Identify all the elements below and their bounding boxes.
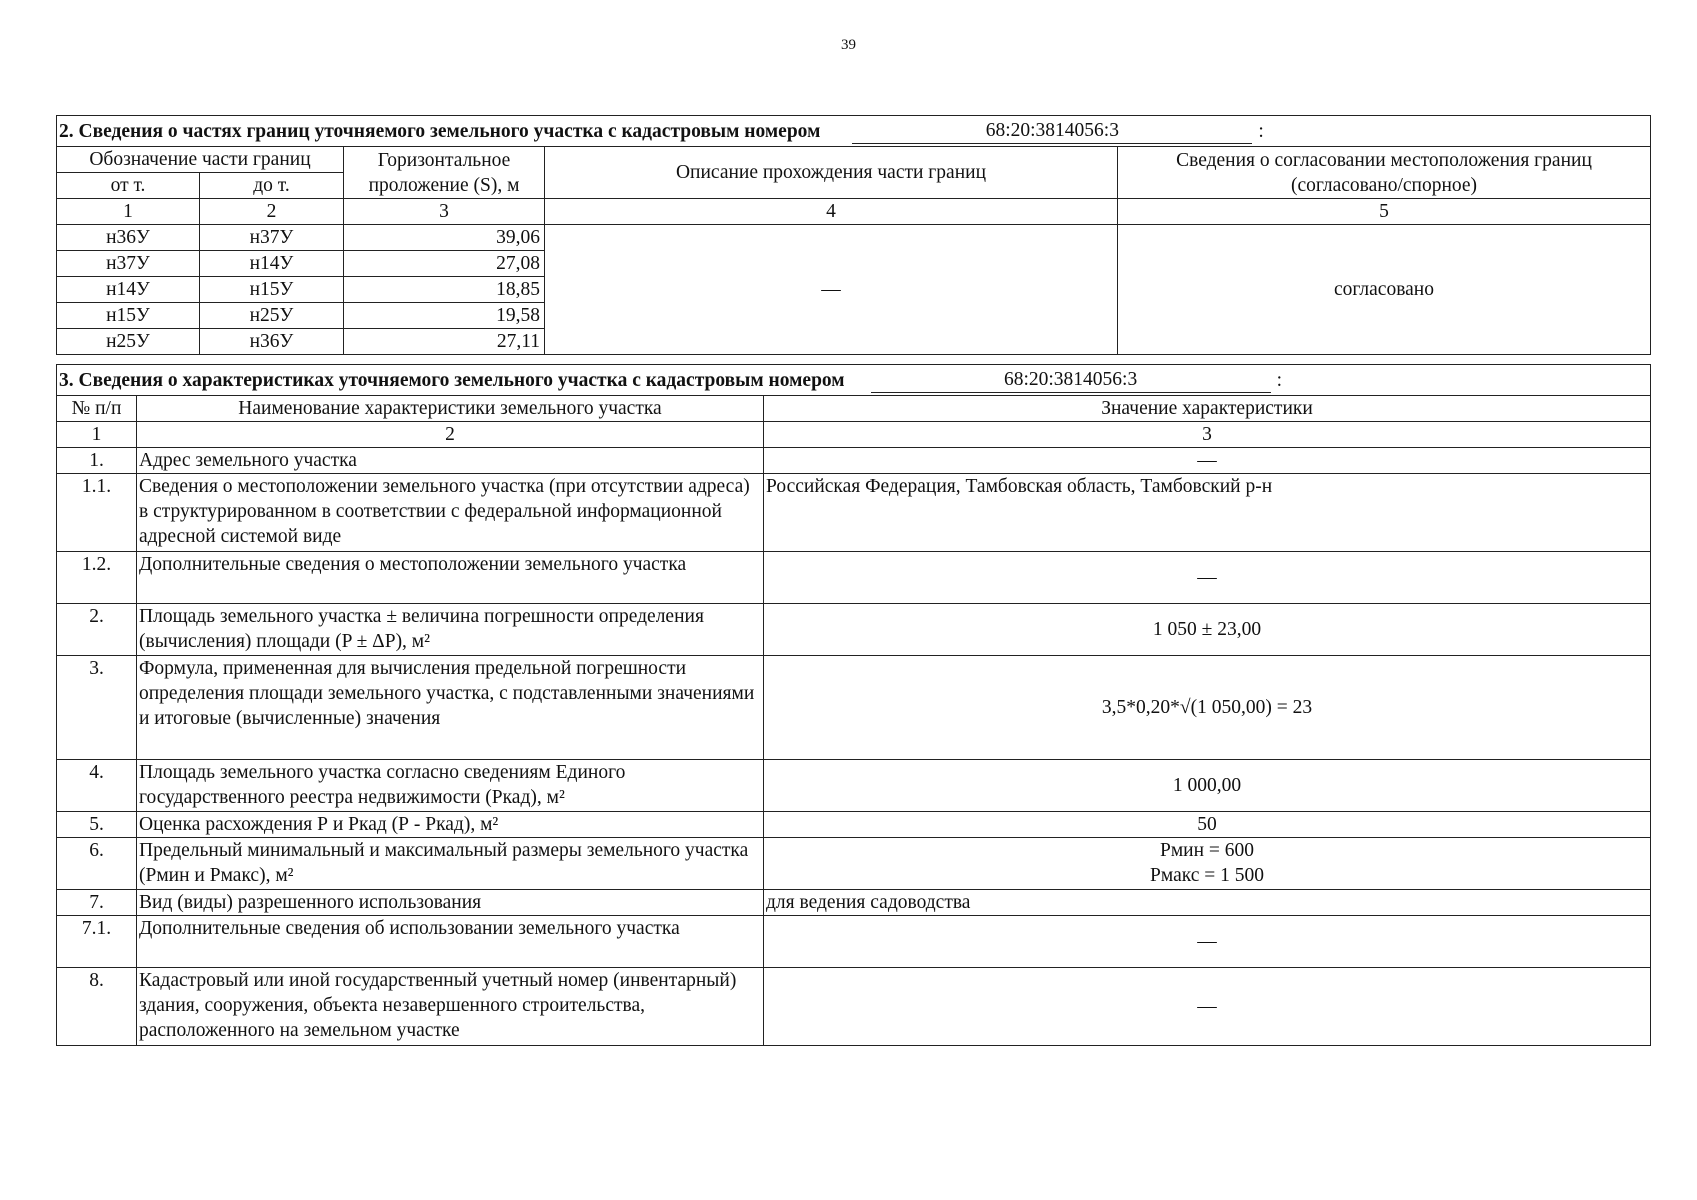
from-point: н37У xyxy=(57,251,200,277)
section2-title-cell xyxy=(57,116,1651,147)
header-designation: Обозначение части границ xyxy=(57,147,344,173)
table-row xyxy=(57,225,1651,251)
characteristic-name: Сведения о местоположении земельного участка (при отсутствии адреса) в структурированном в соответствии с федеральной информационной адресной системой виде xyxy=(137,474,764,552)
row-number: 1.1. xyxy=(57,474,137,552)
table-row xyxy=(57,604,1651,656)
characteristic-name: Дополнительные сведения об использовании земельного участка xyxy=(137,916,764,968)
agreement-value: согласовано xyxy=(1118,225,1651,355)
characteristic-value: 1 000,00 xyxy=(764,760,1651,812)
column-number: 3 xyxy=(344,199,545,225)
to-point: н15У xyxy=(200,277,344,303)
horizontal-distance: 27,08 xyxy=(344,251,545,277)
header-agreement: Сведения о согласовании местоположения границ (согласовано/спорное) xyxy=(1118,147,1651,199)
section2-title: 2. Сведения о частях границ уточняемого земельного участка с кадастровым номером xyxy=(59,120,821,142)
to-point: н37У xyxy=(200,225,344,251)
header-description: Описание прохождения части границ xyxy=(545,147,1118,199)
row-number: 7. xyxy=(57,890,137,916)
header-value: Значение характеристики xyxy=(764,396,1651,422)
row-number: 6. xyxy=(57,838,137,890)
from-point: н25У xyxy=(57,329,200,355)
table-row xyxy=(57,552,1651,604)
row-number: 2. xyxy=(57,604,137,656)
row-number: 8. xyxy=(57,968,137,1046)
table-row xyxy=(57,448,1651,474)
from-point: н14У xyxy=(57,277,200,303)
from-point: н15У xyxy=(57,303,200,329)
column-number: 3 xyxy=(764,422,1651,448)
header-from: от т. xyxy=(57,173,200,199)
characteristic-name: Площадь земельного участка согласно сведениям Единого государственного реестра недвижимости (Ркад), м² xyxy=(137,760,764,812)
column-number: 4 xyxy=(545,199,1118,225)
horizontal-distance: 19,58 xyxy=(344,303,545,329)
characteristic-name: Вид (виды) разрешенного использования xyxy=(137,890,764,916)
table-row xyxy=(57,968,1651,1046)
section2-table xyxy=(56,115,1651,355)
to-point: н36У xyxy=(200,329,344,355)
section3-cadastral-number: 68:20:3814056:3 xyxy=(871,368,1271,393)
section3-colon: : xyxy=(1276,369,1283,391)
header-to: до т. xyxy=(200,173,344,199)
row-number: 3. xyxy=(57,656,137,760)
section3-table xyxy=(56,364,1651,1046)
column-number: 2 xyxy=(200,199,344,225)
table-row xyxy=(57,890,1651,916)
characteristic-name: Дополнительные сведения о местоположении земельного участка xyxy=(137,552,764,604)
page-number: 39 xyxy=(841,37,856,53)
section2-cadastral-number: 68:20:3814056:3 xyxy=(852,119,1252,144)
pmin-value: Рмин = 600 xyxy=(1159,840,1255,861)
column-number: 5 xyxy=(1118,199,1651,225)
row-number: 1.2. xyxy=(57,552,137,604)
column-number: 1 xyxy=(57,422,137,448)
header-name: Наименование характеристики земельного участка xyxy=(137,396,764,422)
characteristic-value: — xyxy=(764,448,1651,474)
characteristic-name: Адрес земельного участка xyxy=(137,448,764,474)
from-point: н36У xyxy=(57,225,200,251)
characteristic-value: Российская Федерация, Тамбовская область, Тамбовский р-н xyxy=(764,474,1651,552)
header-horizontal: Горизонтальное проложение (S), м xyxy=(344,147,545,199)
table-row xyxy=(57,474,1651,552)
characteristic-name: Площадь земельного участка ± величина погрешности определения (вычисления) площади (P ± ΔP), м² xyxy=(137,604,764,656)
section2-colon: : xyxy=(1258,120,1264,142)
characteristic-value: — xyxy=(764,916,1651,968)
characteristic-value: 3,5*0,20*√(1 050,00) = 23 xyxy=(764,656,1651,760)
section3-title-cell xyxy=(57,365,1651,396)
pmax-value: Рмакс = 1 500 xyxy=(1150,865,1264,886)
row-number: 4. xyxy=(57,760,137,812)
characteristic-value: — xyxy=(764,552,1651,604)
horizontal-distance: 39,06 xyxy=(344,225,545,251)
characteristic-value: 1 050 ± 23,00 xyxy=(764,604,1651,656)
description-value: — xyxy=(545,225,1118,355)
characteristic-name: Формула, примененная для вычисления предельной погрешности определения площади земельного участка, с подставленными значениями и итоговые (вычисленные) значения xyxy=(137,656,764,760)
table-row xyxy=(57,916,1651,968)
characteristic-name: Кадастровый или иной государственный учетный номер (инвентарный) здания, сооружения, объекта незавершенного строительства, расположенного на земельном участке xyxy=(137,968,764,1046)
row-number: 5. xyxy=(57,812,137,838)
table-row xyxy=(57,760,1651,812)
characteristic-name: Предельный минимальный и максимальный размеры земельного участка (Рмин и Рмакс), м² xyxy=(137,838,764,890)
characteristic-value xyxy=(764,838,1651,890)
table-row xyxy=(57,838,1651,890)
characteristic-value: — xyxy=(764,968,1651,1046)
horizontal-distance: 18,85 xyxy=(344,277,545,303)
column-number: 2 xyxy=(137,422,764,448)
to-point: н14У xyxy=(200,251,344,277)
horizontal-distance: 27,11 xyxy=(344,329,545,355)
characteristic-name: Оценка расхождения Р и Ркад (Р - Ркад), м² xyxy=(137,812,764,838)
characteristic-value: для ведения садоводства xyxy=(764,890,1651,916)
row-number: 7.1. xyxy=(57,916,137,968)
header-num: № п/п xyxy=(57,396,137,422)
row-number: 1. xyxy=(57,448,137,474)
section3-title: 3. Сведения о характеристиках уточняемого земельного участка с кадастровым номером xyxy=(59,369,845,391)
table-row xyxy=(57,656,1651,760)
column-number: 1 xyxy=(57,199,200,225)
table-row xyxy=(57,812,1651,838)
to-point: н25У xyxy=(200,303,344,329)
characteristic-value: 50 xyxy=(764,812,1651,838)
